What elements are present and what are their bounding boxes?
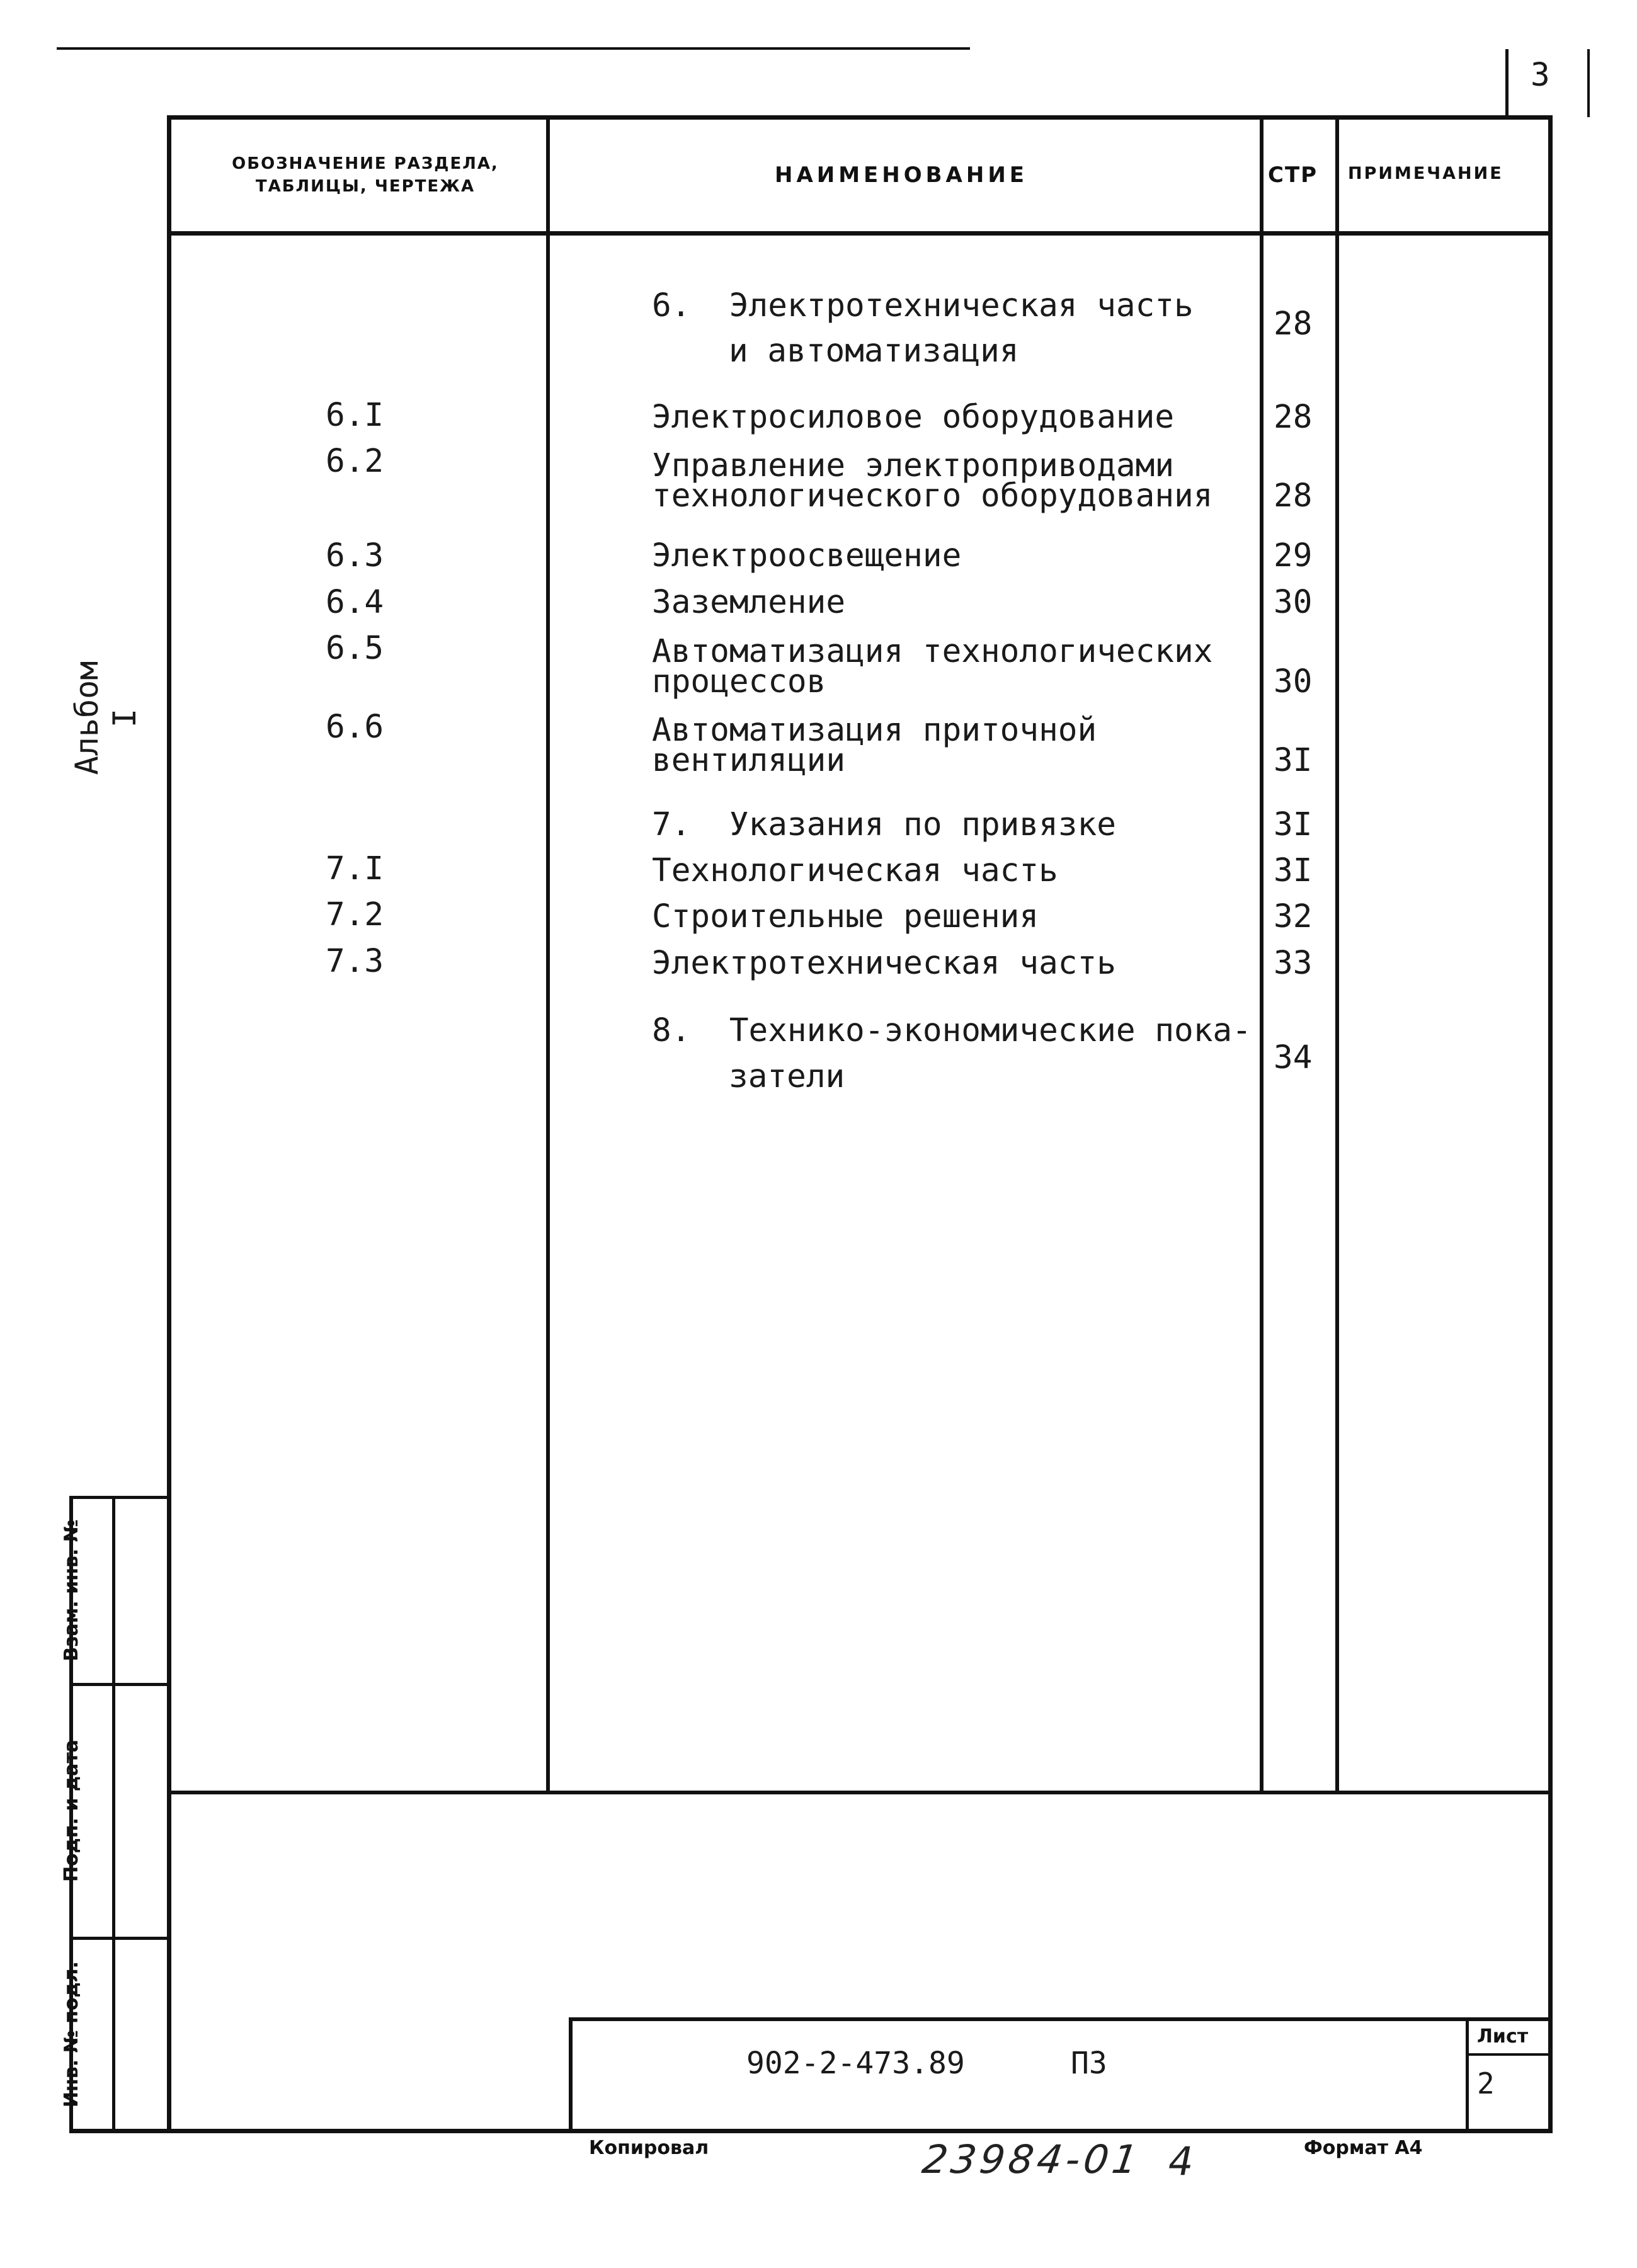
row-page: 28 (1274, 305, 1313, 343)
row-number: 7.2 (326, 896, 384, 933)
copied-label: Копировал (589, 2137, 709, 2159)
row-page: 3I (1274, 852, 1313, 889)
row-number: 6.I (326, 397, 384, 434)
row-title: Управление электроприводами (652, 447, 1175, 484)
album-label: Альбом I (69, 661, 143, 775)
title-block-left (569, 2017, 573, 2132)
row-number: 6.6 (326, 709, 384, 746)
row-page: 3I (1274, 742, 1313, 779)
row-title: 7. Указания по привязке (652, 806, 1116, 843)
page-number-box-right (1587, 49, 1590, 117)
format-label: Формат А4 (1304, 2137, 1423, 2159)
row-title: 6. Электротехническая часть (652, 287, 1194, 324)
header-page: СТР (1268, 162, 1318, 188)
row-title: Строительные решения (652, 898, 1039, 935)
stamp-rule-1 (69, 1683, 169, 1686)
row-page: 30 (1274, 663, 1313, 700)
row-page: 32 (1274, 898, 1313, 935)
row-title: затели (729, 1058, 845, 1095)
top-rule (57, 47, 970, 50)
page-number-box-left (1505, 49, 1509, 117)
frame-left (167, 115, 171, 2131)
row-page: 28 (1274, 477, 1313, 515)
row-title: и автоматизация (729, 333, 1019, 370)
col-divider-2 (1260, 115, 1263, 1794)
title-block-sheet-divider (1466, 2017, 1469, 2132)
sheet-number: 2 (1477, 2066, 1495, 2100)
row-page: 33 (1274, 945, 1313, 982)
header-name: НАИМЕНОВАНИЕ (775, 162, 1029, 188)
document-code: 902-2-473.89 (746, 2046, 965, 2081)
stamp-sign-date: Подп. и дата (60, 1739, 83, 1883)
title-block-sheet-rule (1466, 2053, 1551, 2056)
header-note: ПРИМЕЧАНИЕ (1348, 164, 1503, 183)
frame-right (1548, 115, 1553, 2131)
row-title: Электротехническая часть (652, 945, 1116, 982)
col-divider-3 (1335, 115, 1339, 1794)
title-block-top (569, 2017, 1551, 2021)
header-bottom-rule (167, 231, 1553, 236)
row-page: 3I (1274, 806, 1313, 843)
row-number: 7.3 (326, 943, 384, 980)
row-number: 6.4 (326, 584, 384, 621)
row-number: 6.5 (326, 630, 384, 667)
frame-bottom (69, 2129, 1553, 2133)
sheet-label: Лист (1477, 2026, 1529, 2048)
stamp-rule-2 (69, 1937, 169, 1940)
row-page: 28 (1274, 399, 1313, 436)
handwritten-number: 23984-01 (919, 2136, 1144, 2182)
stamp-inner-divider (112, 1496, 115, 2132)
header-designation: ОБОЗНАЧЕНИЕ РАЗДЕЛА, ТАБЛИЦЫ, ЧЕРТЕЖА (232, 154, 499, 196)
frame-top (167, 115, 1553, 120)
row-title: процессов (652, 663, 826, 700)
stamp-vzam-inv: Взам. инв. № (60, 1519, 83, 1661)
col-divider-1 (546, 115, 550, 1794)
stamp-inv-orig: Инв. № подл. (60, 1961, 83, 2108)
row-title: Автоматизация технологических (652, 633, 1213, 670)
row-number: 6.2 (326, 443, 384, 480)
row-title: Электросиловое оборудование (652, 399, 1175, 436)
row-title: Электроосвещение (652, 537, 962, 574)
stamp-top (69, 1496, 169, 1499)
table-bottom-rule (167, 1791, 1553, 1794)
row-title: Заземление (652, 584, 846, 621)
row-page: 34 (1274, 1039, 1313, 1076)
row-page: 30 (1274, 584, 1313, 621)
document-type: ПЗ (1071, 2046, 1107, 2081)
row-title: 8. Технико-экономические пока- (652, 1012, 1252, 1049)
handwritten-digit: 4 (1168, 2138, 1194, 2184)
row-page: 29 (1274, 537, 1313, 574)
row-number: 7.I (326, 850, 384, 887)
row-title: технологического оборудования (652, 477, 1213, 515)
row-title: Технологическая часть (652, 852, 1058, 889)
row-number: 6.3 (326, 537, 384, 574)
page-number: 3 (1531, 57, 1550, 94)
row-title: вентиляции (652, 742, 846, 779)
row-title: Автоматизация приточной (652, 712, 1097, 749)
